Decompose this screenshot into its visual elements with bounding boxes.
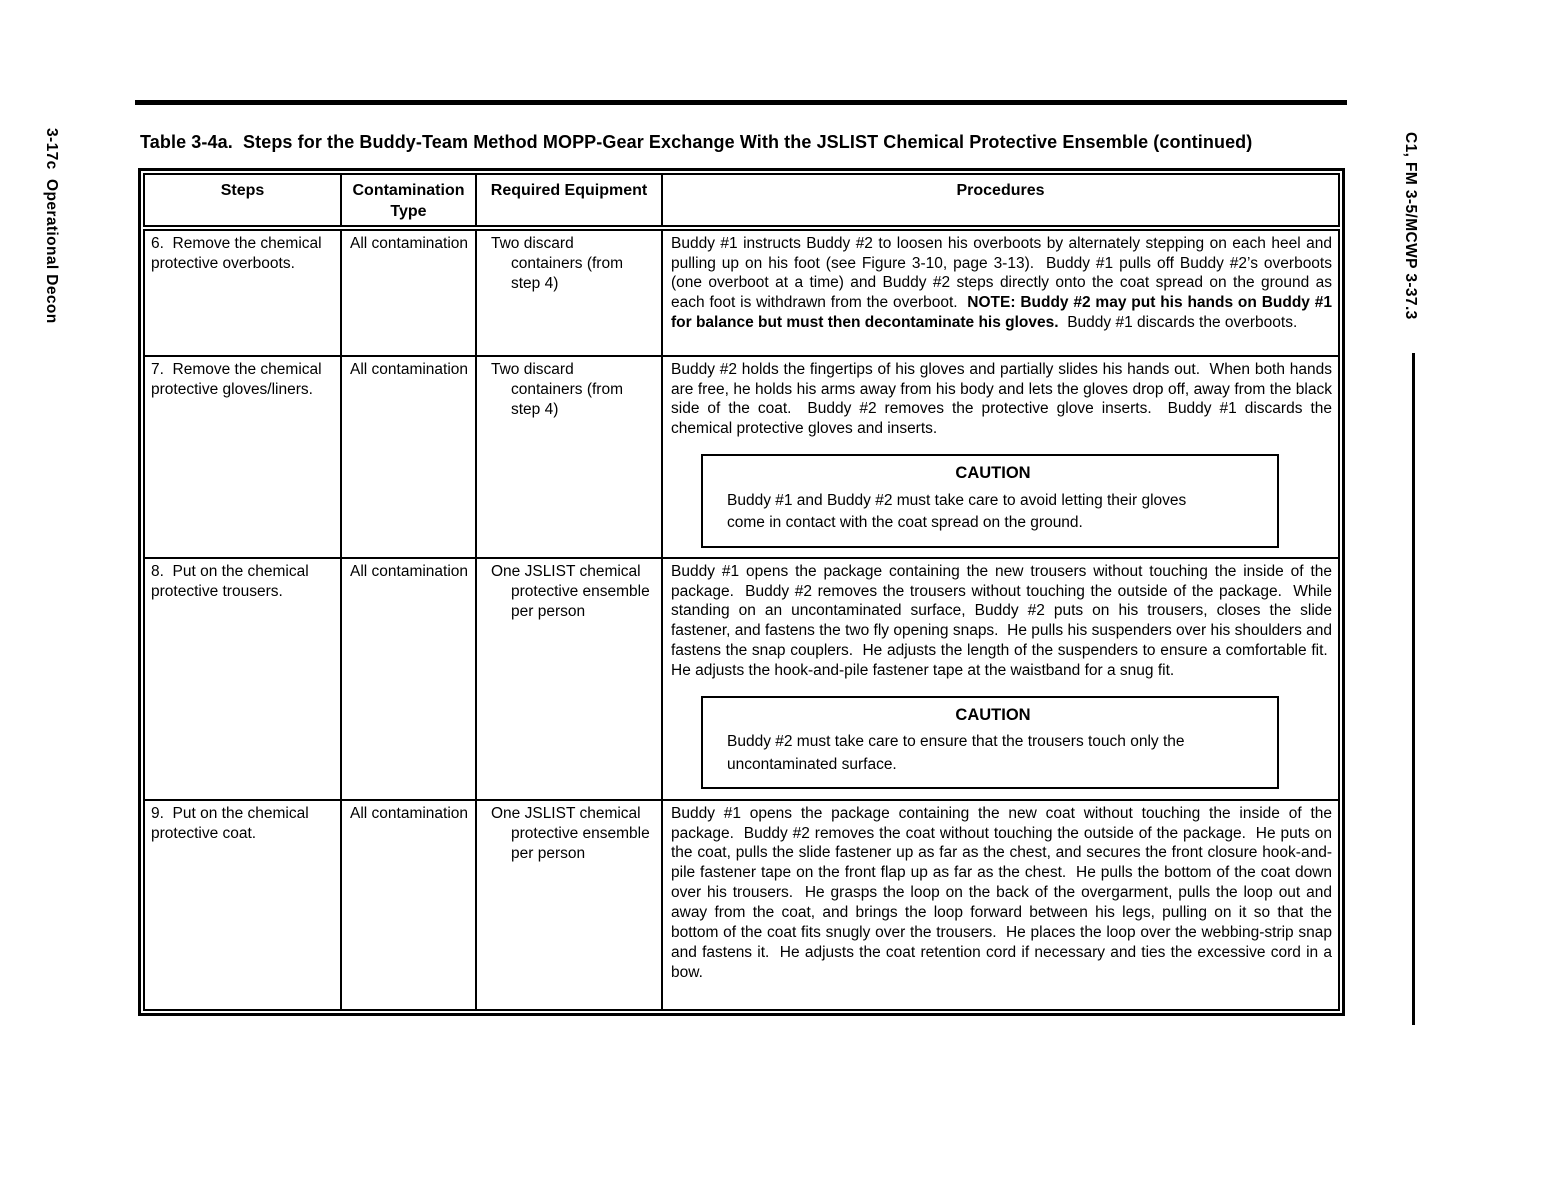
- column-header-steps: Steps: [144, 174, 341, 228]
- column-header-required-equipment: Required Equipment: [476, 174, 662, 228]
- cell-step-9: 9. Put on the chemical protective coat.: [144, 800, 341, 1010]
- cell-procedures-9: [662, 800, 1339, 1010]
- cell-contamination-6: All contamination: [341, 228, 476, 356]
- equipment-line: per person: [511, 602, 586, 620]
- column-header-contamination-type: Contamination Type: [341, 174, 476, 228]
- equipment-line: Two discard: [491, 234, 574, 252]
- table-row-step-9: [144, 800, 1339, 1010]
- cell-equipment-7: [476, 356, 662, 558]
- cell-procedures-6: [662, 228, 1339, 356]
- equipment-line: protective ensemble: [511, 824, 650, 842]
- equipment-line: protective ensemble: [511, 582, 650, 600]
- mopp-gear-exchange-table: [138, 168, 1345, 1016]
- table-row-step-7: [144, 356, 1339, 558]
- page-margin-label-right: C1, FM 3-5/MCWP 3-37.3: [1402, 132, 1419, 320]
- equipment-line: containers (from: [511, 380, 623, 398]
- cell-procedures-8: [662, 558, 1339, 800]
- equipment-line: step 4): [511, 400, 559, 418]
- procedure-text-segment: Buddy #1 opens the package containing the new coat without touching the inside of the package. Buddy #2 removes the coat without touching the outside of the package. He puts on the coat, pulls the slide fastener up as far as the chest, and secures the front closure hook-and-pile fastener tape on the front flap up as far as the chest. He pulls the bottom of the coat down over his trousers. He grasps the loop on the back of the overgarment, pulls the loop out and away from the coat, and brings the loop forward between his legs, pulling on it so that the bottom of the coat fits snugly over the trousers. He places the loop over the webbing-strip snap and fastens it. He adjusts the coat retention cord if necessary and ties the excessive cord in a bow.: [671, 804, 1332, 981]
- caution-text-line: come in contact with the coat spread on the ground.: [727, 514, 1083, 532]
- equipment-line: One JSLIST chemical: [491, 804, 641, 822]
- page-margin-label-left: 3-17c Operational Decon: [43, 128, 60, 324]
- top-horizontal-rule: [135, 100, 1347, 105]
- right-vertical-rule: [1412, 353, 1415, 1025]
- procedure-note-bold: NOTE: Buddy #2 may put his hands on Buddy #1 for balance but must then decontaminate his gloves.: [671, 294, 1332, 332]
- equipment-line: per person: [511, 844, 586, 862]
- cell-equipment-8: [476, 558, 662, 800]
- caution-box: [701, 696, 1279, 789]
- procedure-paragraph: [671, 804, 1332, 983]
- procedure-paragraph: [671, 562, 1332, 681]
- equipment-line: containers (from: [511, 254, 623, 272]
- table-row-step-6: [144, 228, 1339, 356]
- column-header-procedures: Procedures: [662, 174, 1339, 228]
- cell-procedures-7: [662, 356, 1339, 558]
- caution-text-line: uncontaminated surface.: [727, 755, 897, 773]
- procedure-text-segment: Buddy #1 instructs Buddy #2 to loosen his overboots by alternately stepping on each heel and pulling up on his foot (see Figure 3-10, page 3-13). Buddy #1 pulls off Buddy #2’s overboots (one overboot at a time) and Buddy #2 steps directly onto the coat spread on the ground as each foot is withdrawn from the overboot.: [671, 234, 1332, 312]
- caution-box: [701, 454, 1279, 547]
- procedure-text-segment: Buddy #1 opens the package containing the new trousers without touching the inside of the package. Buddy #2 removes the trousers without touching the outside of the package. While standing on an uncontaminated surface, Buddy #2 puts on his trousers, closes the slide fastener, and fastens the two fly opening snaps. He pulls his suspenders over his shoulders and fastens the snap couplers. He adjusts the length of the suspenders to ensure a comfortable fit. He adjusts the hook-and-pile fastener tape at the waistband for a snug fit.: [671, 562, 1332, 680]
- table-title: Table 3-4a. Steps for the Buddy-Team Method MOPP-Gear Exchange With the JSLIST Chemical Protective Ensemble (continued): [140, 132, 1253, 152]
- table-row-step-8: [144, 558, 1339, 800]
- cell-step-6: 6. Remove the chemical protective overboots.: [144, 228, 341, 356]
- equipment-line: step 4): [511, 274, 559, 292]
- cell-step-7: 7. Remove the chemical protective gloves/liners.: [144, 356, 341, 558]
- equipment-line: One JSLIST chemical: [491, 562, 641, 580]
- cell-equipment-6: [476, 228, 662, 356]
- caution-title: CAUTION: [955, 706, 1031, 725]
- caution-title: CAUTION: [955, 464, 1031, 483]
- cell-contamination-7: All contamination: [341, 356, 476, 558]
- table-header-row: [144, 174, 1339, 228]
- cell-equipment-9: [476, 800, 662, 1010]
- procedure-paragraph: [671, 360, 1332, 440]
- equipment-line: Two discard: [491, 360, 574, 378]
- steps-table: [143, 173, 1340, 1011]
- procedure-text-segment: Buddy #1 discards the overboots.: [1058, 314, 1298, 332]
- caution-text-line: Buddy #1 and Buddy #2 must take care to avoid letting their gloves: [727, 491, 1187, 509]
- cell-contamination-9: All contamination: [341, 800, 476, 1010]
- cell-contamination-8: All contamination: [341, 558, 476, 800]
- caution-text-line: Buddy #2 must take care to ensure that the trousers touch only the: [727, 733, 1185, 751]
- procedure-text-segment: Buddy #2 holds the fingertips of his gloves and partially slides his hands out. When both hands are free, he holds his arms away from his body and lets the gloves drop off, away from the black side of the coat. Buddy #2 removes the protective glove inserts. Buddy #1 discards the chemical protective gloves and inserts.: [671, 360, 1332, 438]
- procedure-paragraph: [671, 234, 1332, 334]
- cell-step-8: 8. Put on the chemical protective trousers.: [144, 558, 341, 800]
